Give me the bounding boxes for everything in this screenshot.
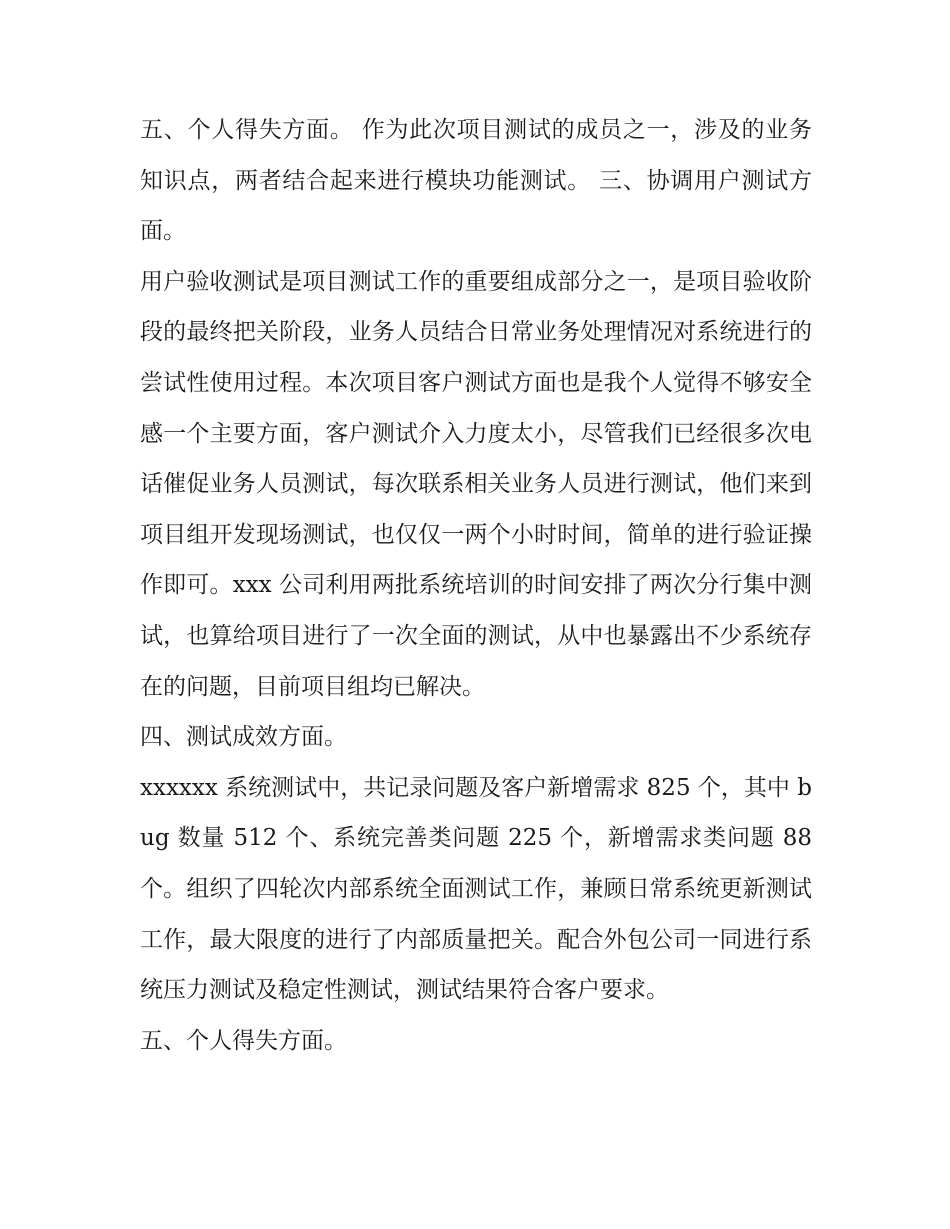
document-body <box>140 105 812 1066</box>
heading-personal-gains: 五、个人得失方面。 <box>140 1027 347 1054</box>
paragraph-user-acceptance-testing: 用户验收测试是项目测试工作的重要组成部分之一，是项目验收阶段的最终把关阶段，业务人员结合日常业务处理情况对系统进行的尝试性使用过程。本次项目客户测试方面也是我个人觉得不够安全感一个主要方面，客户测试介入力度太小，尽管我们已经很多次电话催促业务人员测试，每次联系相关业务人员进行测试，他们来到项目组开发现场测试，也仅仅一两个小时时间，简单的进行验证操作即可。xxx 公司利用两批系统培训的时间安排了两次分行集中测试，也算给项目进行了一次全面的测试，从中也暴露出不少系统存在的问题，目前项目组均已解决。 <box>140 268 812 700</box>
paragraph-testing-results: xxxxxx 系统测试中，共记录问题及客户新增需求 825 个，其中 bug 数量 512 个、系统完善类问题 225 个，新增需求类问题 88 个。组织了四轮次内部系统全面测试工作，兼顾日常系统更新测试工作，最大限度的进行了内部质量把关。配合外包公司一同进行系统压力测试及稳定性测试，测试结果符合客户要求。 <box>140 774 812 1004</box>
heading-testing-results: 四、测试成效方面。 <box>140 724 347 751</box>
paragraph-personal-gains-intro: 五、个人得失方面。 作为此次项目测试的成员之一，涉及的业务知识点，两者结合起来进行模块功能测试。 三、协调用户测试方面。 <box>140 117 812 245</box>
